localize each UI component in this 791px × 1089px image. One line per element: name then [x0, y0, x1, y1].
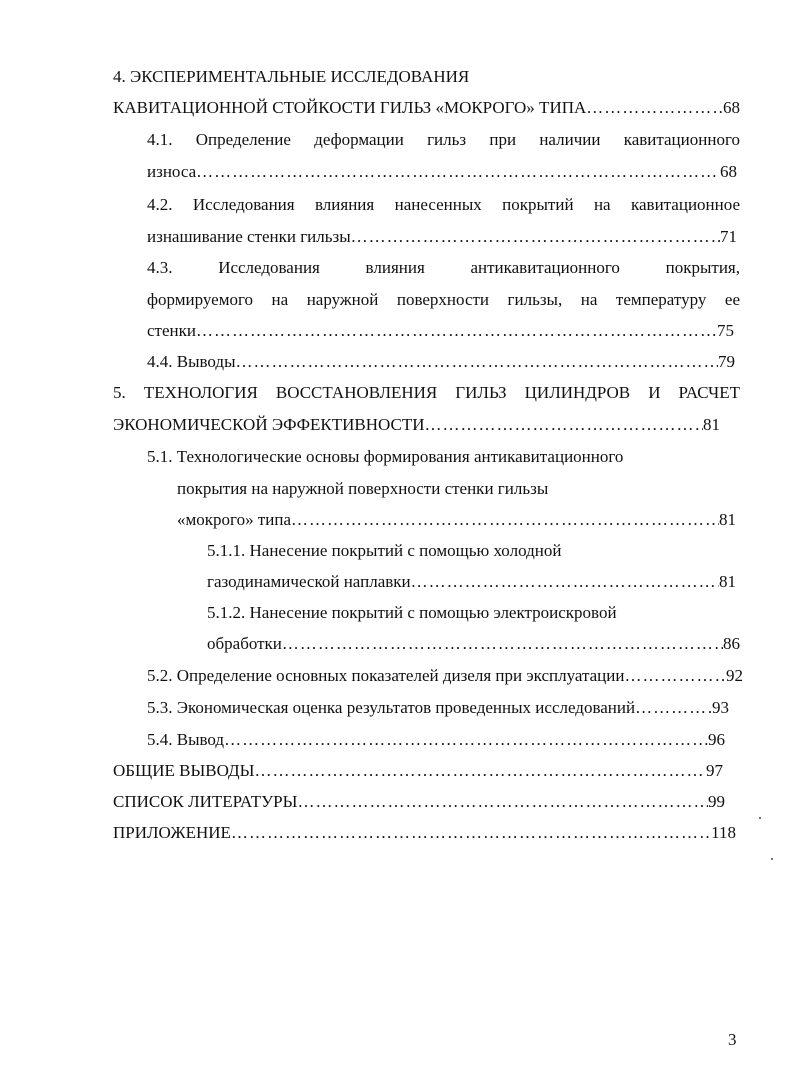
toc-section-4-3-title-cont: формируемого на наружной поверхности гильзы, на температуру ее — [147, 290, 740, 309]
toc-section-5-1-2-entry: обработки ……………………………………………………………………………………………………………………………………………………………………………………………… 86 — [207, 632, 740, 656]
dot-leader — [224, 728, 708, 752]
dot-leader — [236, 350, 718, 374]
toc-section-5-1-title-cont: покрытия на наружной поверхности стенки гильзы — [177, 479, 549, 498]
page-ref: 97 — [706, 761, 723, 780]
toc-section-4-4-entry: 4.4. Выводы ……………………………………………………………………………………………………………………………………………………………………………………………… 79 — [147, 350, 735, 374]
dot-leader — [196, 319, 717, 343]
page-ref: 81 — [719, 510, 736, 529]
toc-section-4-1-title: 4.1. Определение деформации гильз при наличии кавитационного — [147, 130, 740, 149]
dot-leader — [351, 225, 720, 249]
toc-section-5-1-2-title: 5.1.2. Нанесение покрытий с помощью электроискровой — [207, 603, 617, 622]
toc-references-entry: СПИСОК ЛИТЕРАТУРЫ ……………………………………………………………………………………………………………………………………………………………………………………………… 99 — [113, 790, 725, 814]
toc-section-5-1-1-title: 5.1.1. Нанесение покрытий с помощью холодной — [207, 541, 562, 560]
dot-leader — [254, 759, 706, 783]
dot-leader — [297, 790, 708, 814]
page-ref: 68 — [723, 98, 740, 117]
dot-leader — [411, 570, 719, 594]
toc-appendix-entry: ПРИЛОЖЕНИЕ ……………………………………………………………………………………………………………………………………………………………………………………………… 118 — [113, 821, 736, 845]
toc-section-4-2-title: 4.2. Исследования влияния нанесенных покрытий на кавитационное — [147, 195, 740, 214]
toc-conclusions-entry: ОБЩИЕ ВЫВОДЫ ……………………………………………………………………………………………………………………………………………………………………………………………… 97 — [113, 759, 723, 783]
dot-leader — [425, 413, 703, 437]
page-ref: 81 — [703, 415, 720, 434]
dot-leader — [635, 696, 712, 720]
toc-section-5-1-entry: «мокрого» типа ……………………………………………………………………………………………………………………………………………………………………………………………… 81 — [177, 508, 736, 532]
page-ref: 92 — [726, 666, 743, 685]
dot-leader — [231, 821, 711, 845]
page-ref: 93 — [712, 698, 729, 717]
toc-section-5-3-entry: 5.3. Экономическая оценка результатов проведенных исследований ……………………………………………………………………………………………………………………………………………………………………………………………… 93 — [147, 696, 729, 720]
dot-leader — [196, 160, 720, 184]
scan-speck — [759, 817, 761, 819]
toc-chapter-5-entry: ЭКОНОМИЧЕСКОЙ ЭФФЕКТИВНОСТИ ……………………………………………………………………………………………………………………………………………………………………………………………… 81 — [113, 413, 720, 437]
page-ref: 79 — [718, 352, 735, 371]
page-ref: 68 — [720, 162, 737, 181]
page-ref: 86 — [723, 634, 740, 653]
dot-leader — [291, 508, 719, 532]
toc-section-5-4-entry: 5.4. Вывод ……………………………………………………………………………………………………………………………………………………………………………………………… 96 — [147, 728, 725, 752]
toc-section-5-2-entry: 5.2. Определение основных показателей дизеля при эксплуатации ……………………………………………………………………………………………………………………………………………………………………………………………… 92 — [147, 664, 743, 688]
toc-section-4-3-title: 4.3. Исследования влияния антикавитационного покрытия, — [147, 258, 740, 277]
dot-leader — [282, 632, 723, 656]
toc-chapter-4-title: 4. ЭКСПЕРИМЕНТАЛЬНЫЕ ИССЛЕДОВАНИЯ — [113, 67, 470, 86]
page-ref: 96 — [708, 730, 725, 749]
toc-chapter-5-title: 5. ТЕХНОЛОГИЯ ВОССТАНОВЛЕНИЯ ГИЛЬЗ ЦИЛИНДРОВ И РАСЧЕТ — [113, 383, 740, 402]
page-ref: 75 — [717, 321, 734, 340]
page-ref: 118 — [711, 823, 736, 842]
dot-leader — [624, 664, 726, 688]
scan-speck — [771, 858, 773, 860]
toc-section-4-1-entry: износа ……………………………………………………………………………………………………………………………………………………………………………………………… 68 — [147, 160, 737, 184]
page-ref: 99 — [708, 792, 725, 811]
toc-section-5-1-1-entry: газодинамической наплавки ……………………………………………………………………………………………………………………………………………………………………………………………… 81 — [207, 570, 736, 594]
toc-section-5-1-title: 5.1. Технологические основы формирования антикавитационного — [147, 447, 624, 466]
page-ref: 71 — [720, 227, 737, 246]
toc-section-4-3-entry: стенки ……………………………………………………………………………………………………………………………………………………………………………………………… 75 — [147, 319, 734, 343]
page-number: 3 — [728, 1030, 737, 1049]
page-ref: 81 — [719, 572, 736, 591]
toc-section-4-2-entry: изнашивание стенки гильзы ……………………………………………………………………………………………………………………………………………………………………………………………… 71 — [147, 225, 737, 249]
dot-leader — [586, 96, 723, 120]
toc-chapter-4-entry: КАВИТАЦИОННОЙ СТОЙКОСТИ ГИЛЬЗ «МОКРОГО» ТИПА ……………………………………………………………………………………………………………………………………………………………………………………………… 68 — [113, 96, 740, 120]
